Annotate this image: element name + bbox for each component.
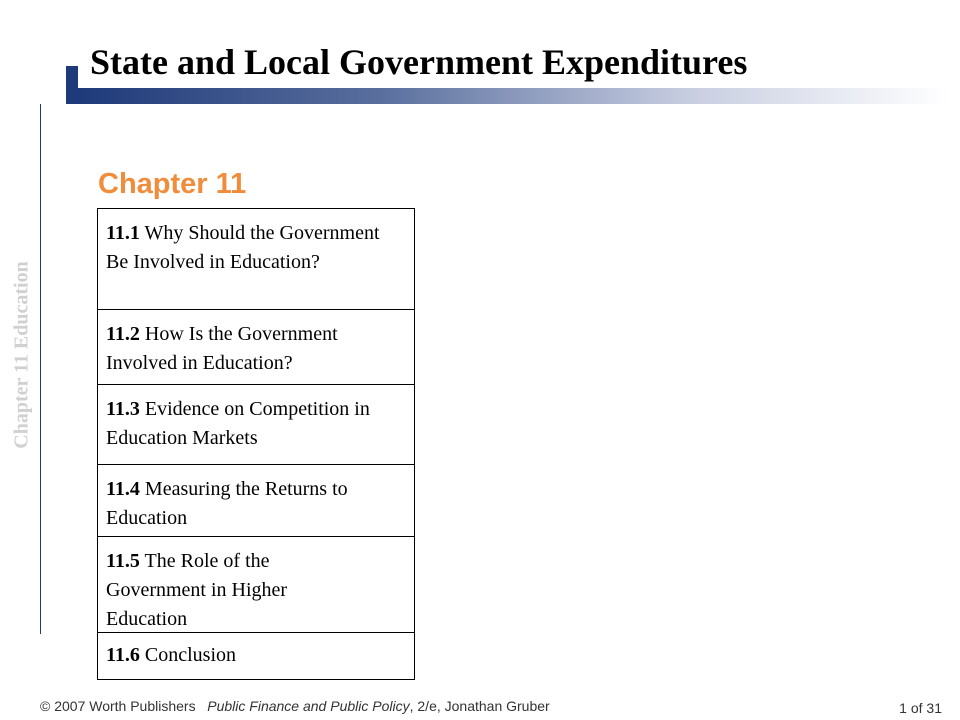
toc-item-number: 11.4 [106, 478, 140, 500]
footer-copyright: © 2007 Worth Publishers [40, 698, 196, 714]
side-rule [40, 104, 41, 634]
title-accent-bar [66, 66, 78, 104]
toc-item-number: 11.3 [106, 398, 140, 420]
title-gradient-bar [78, 88, 948, 104]
toc-item-text: Measuring the Returns to Education [106, 478, 348, 529]
side-chapter-label: Chapter 11 Education [10, 261, 33, 449]
toc-item-text: Evidence on Competition in Education Markets [106, 398, 370, 449]
toc-item-text: Conclusion [144, 644, 237, 666]
toc-item-text: How Is the Government Involved in Education? [106, 323, 338, 374]
slide-title: State and Local Government Expenditures [90, 42, 748, 82]
toc-item-text: The Role of the Government in Higher Education [106, 550, 288, 630]
toc-item-11-4 [98, 465, 414, 537]
chapter-heading: Chapter 11 [98, 168, 247, 200]
toc-item-number: 11.2 [106, 323, 140, 345]
toc-item-11-2 [98, 310, 414, 385]
footer-citation [40, 698, 550, 714]
toc-item-number: 11.1 [106, 222, 140, 244]
toc-item-11-1 [98, 209, 414, 310]
toc-item-11-3 [98, 385, 414, 465]
toc-item-text: Why Should the Government Be Involved in Education? [106, 222, 380, 273]
toc-item-11-6 [98, 633, 414, 679]
toc-item-11-5 [98, 537, 414, 633]
toc-item-number: 11.5 [106, 550, 140, 572]
footer-book-title: Public Finance and Public Policy [207, 698, 410, 714]
toc-item-number: 11.6 [106, 644, 140, 666]
table-of-contents [97, 208, 415, 680]
page-number: 1 of 31 [899, 700, 942, 716]
footer-edition-author: , 2/e, Jonathan Gruber [409, 698, 550, 714]
